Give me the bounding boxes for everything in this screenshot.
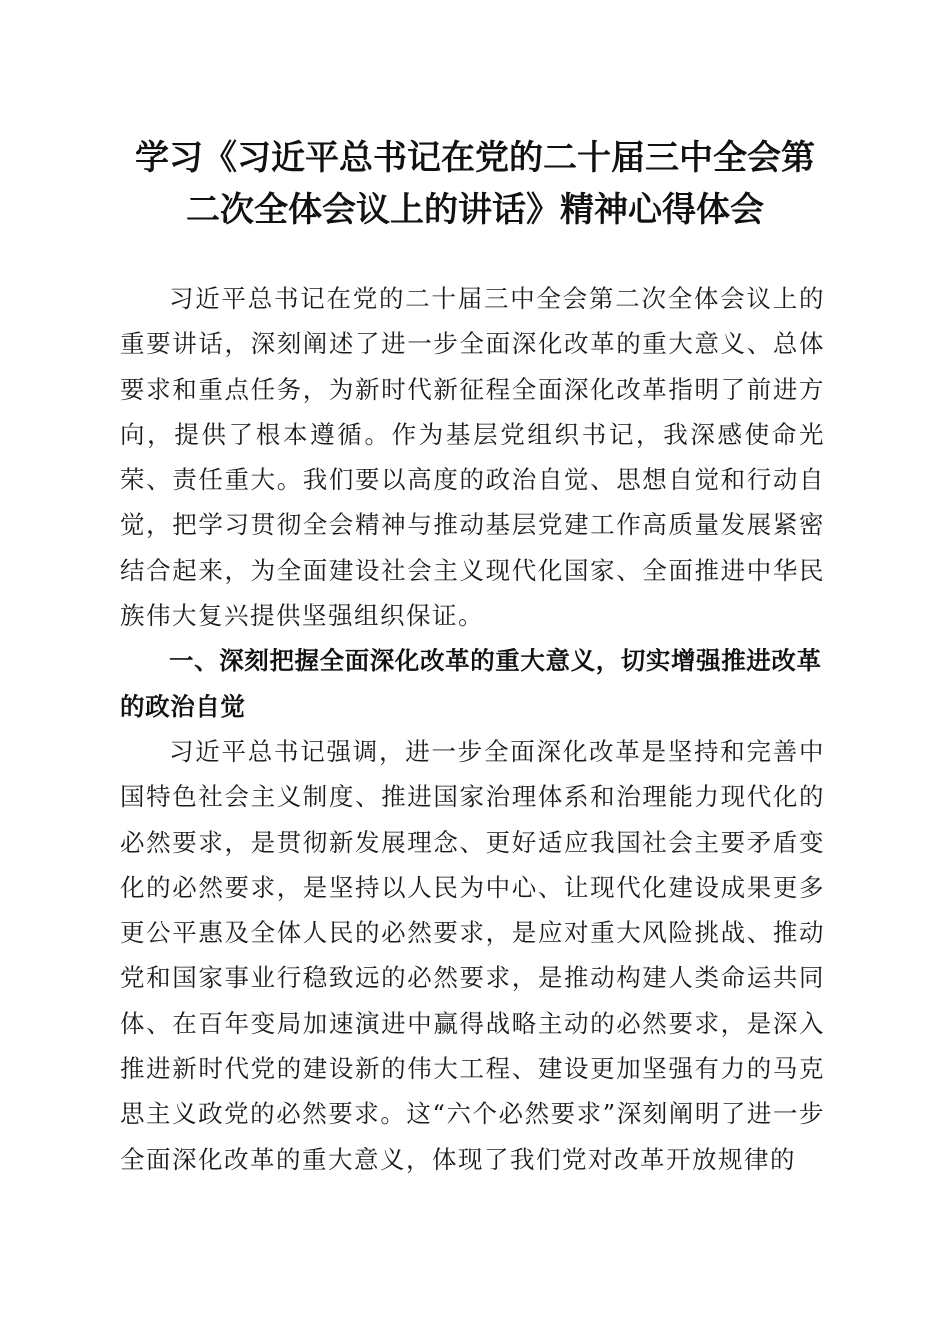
title-line-2: 二次全体会议上的讲话》精神心得体会 [186,190,764,230]
section-1-paragraph: 习近平总书记强调，进一步全面深化改革是坚持和完善中国特色社会主义制度、推进国家治理体系和治理能力现代化的必然要求，是贯彻新发展理念、更好适应我国社会主要矛盾变化的必然要求，是坚持以人民为中心、让现代化建设成果更多更公平惠及全体人民的必然要求，是应对重大风险挑战、推动党和国家事业行稳致远的必然要求，是推动构建人类命运共同体、在百年变局加速演进中赢得战略主动的必然要求，是深入推进新时代党的建设新的伟大工程、建设更加坚强有力的马克思主义政党的必然要求。这“六个必然要求”深刻阐明了进一步全面深化改革的重大意义，体现了我们党对改革开放规律的 [120,736,825,1174]
title-line-1: 学习《习近平总书记在党的二十届三中全会第 [135,138,815,178]
section-heading-1: 一、深刻把握全面深化改革的重大意义，切实增强推进改革的政治自觉 [120,646,822,721]
document-body [120,276,825,1182]
document-title [100,132,850,236]
intro-paragraph: 习近平总书记在党的二十届三中全会第二次全体会议上的重要讲话，深刻阐述了进一步全面深化改革的重大意义、总体要求和重点任务，为新时代新征程全面深化改革指明了前进方向，提供了根本遵循。作为基层党组织书记，我深感使命光荣、责任重大。我们要以高度的政治自觉、思想自觉和行动自觉，把学习贯彻全会精神与推动基层党建工作高质量发展紧密结合起来，为全面建设社会主义现代化国家、全面推进中华民族伟大复兴提供坚强组织保证。 [120,284,825,631]
